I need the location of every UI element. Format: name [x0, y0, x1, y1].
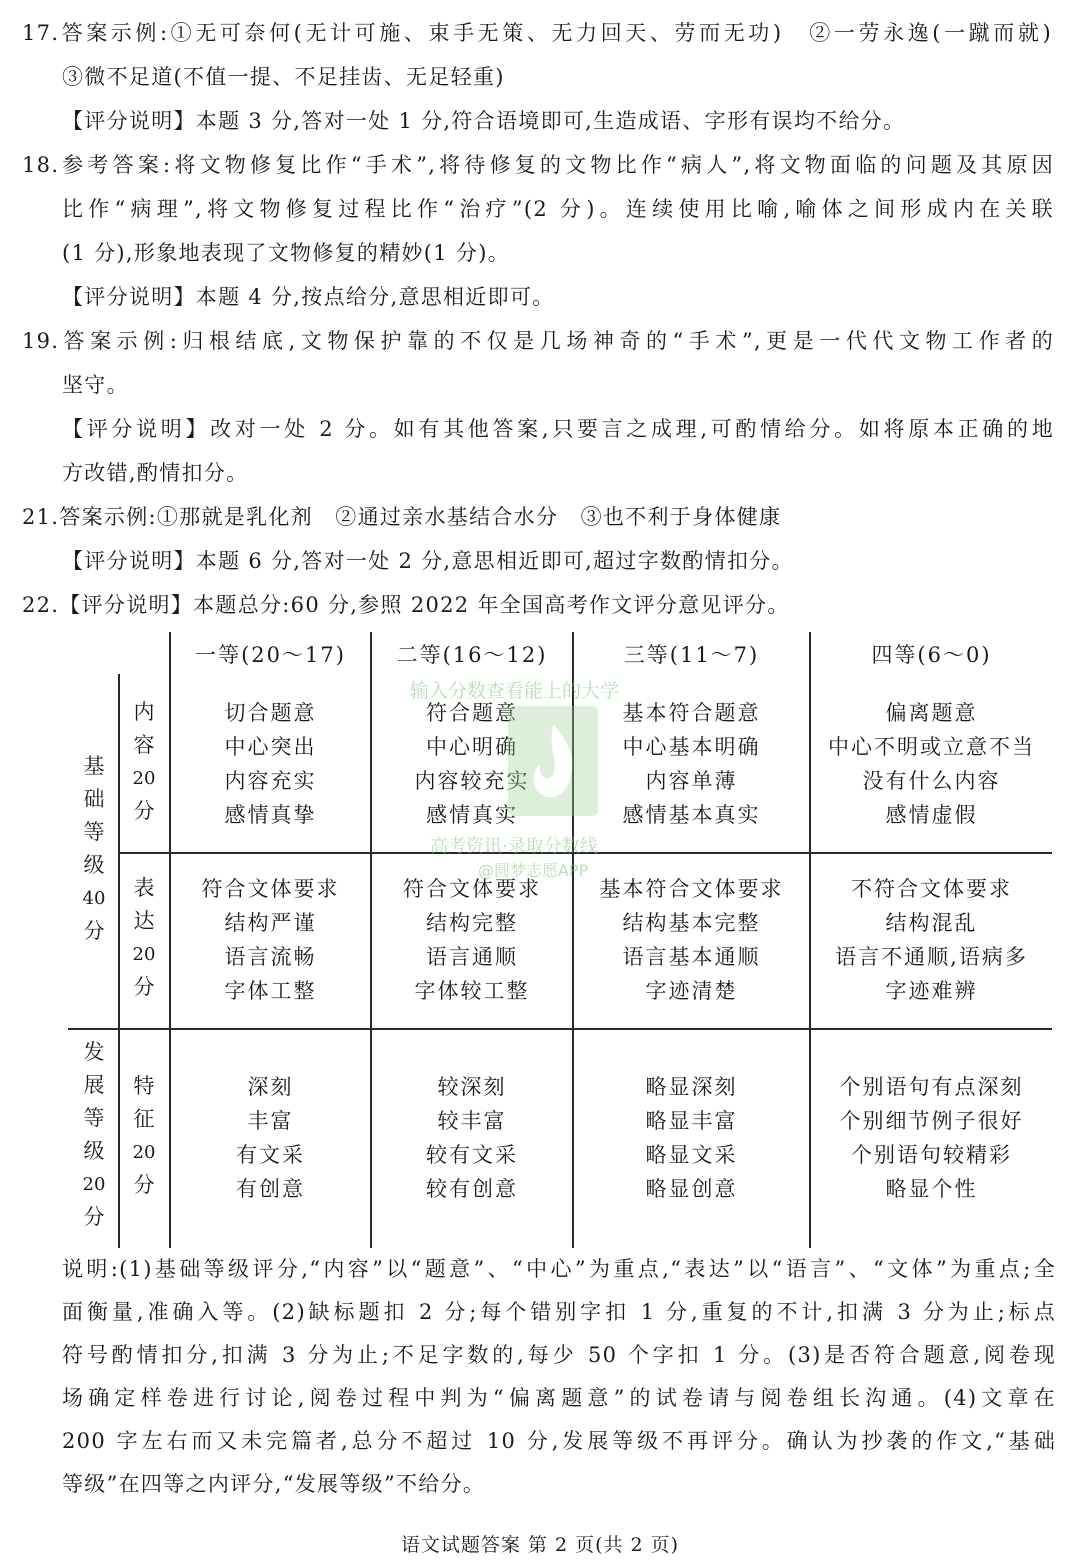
sub-label-char: 表 [133, 876, 155, 900]
criterion-text: 字体较工整 [414, 979, 530, 1003]
group-label-char: 发 [83, 1040, 105, 1064]
criterion-text: 中心突出 [224, 735, 317, 759]
sub-label-char: 20 [132, 768, 156, 789]
grade-header-1: 一等(20～17) [195, 643, 346, 667]
criterion-text: 语言流畅 [224, 945, 317, 969]
criterion-text: 符合题意 [426, 701, 518, 725]
q19-scoring-note-line2: 方改错,酌情扣分。 [62, 461, 249, 485]
features-grade3-cell [574, 1070, 809, 1206]
criterion-text: 结构基本完整 [622, 911, 761, 935]
criterion-text: 字体工整 [224, 979, 317, 1003]
features-grade2-cell [372, 1070, 572, 1206]
watermark-text-mid: 高考资讯·录取分数线 [430, 836, 598, 857]
sub-label-char: 20 [132, 944, 156, 965]
group-label-basic [74, 750, 114, 948]
criterion-text: 略显文采 [645, 1143, 738, 1167]
sub-label-char: 达 [133, 909, 155, 933]
criterion-text: 不符合文体要求 [851, 877, 1012, 901]
sub-label-char: 分 [133, 975, 155, 999]
watermark-text-bottom: @圆梦志愿APP [478, 861, 589, 880]
sub-label-char: 内 [133, 700, 155, 724]
q18-answer-line3: (1 分),形象地表现了文物修复的精妙(1 分)。 [62, 241, 511, 265]
sub-label-char: 分 [133, 1173, 155, 1197]
grade-header-4: 四等(6～0) [871, 643, 992, 667]
group-label-char: 础 [83, 787, 105, 811]
group-label-char: 级 [83, 853, 105, 877]
criterion-text: 偏离题意 [885, 701, 978, 725]
group-label-char: 等 [83, 1106, 105, 1130]
criterion-text: 感情真挚 [224, 803, 317, 827]
criterion-text: 内容单薄 [645, 769, 738, 793]
criterion-text: 语言基本通顺 [622, 945, 761, 969]
expression-grade2-cell [372, 872, 572, 1008]
criterion-text: 略显个性 [885, 1177, 978, 1201]
note-line-4: 场确定样卷进行讨论,阅卷过程中判为“偏离题意”的试卷请与阅卷组长沟通。(4)文章在 [62, 1386, 1056, 1410]
criterion-text: 没有什么内容 [862, 769, 1001, 793]
criterion-text: 个别语句有点深刻 [839, 1075, 1024, 1099]
criterion-text: 较深刻 [437, 1075, 507, 1099]
criterion-text: 略显丰富 [645, 1109, 738, 1133]
group-label-char: 展 [83, 1073, 105, 1097]
criterion-text: 深刻 [247, 1075, 294, 1099]
q18-answer-line2: 比作“病理”,将文物修复过程比作“治疗”(2 分)。连续使用比喻,喻体之间形成内在关联 [62, 197, 1054, 221]
criterion-text: 感情虚假 [885, 803, 978, 827]
note-line-2: 面衡量,准确入等。(2)缺标题扣 2 分;每个错别字扣 1 分,重复的不计,扣满 3 分为止;标点 [62, 1300, 1056, 1324]
criterion-text: 基本符合文体要求 [599, 877, 784, 901]
q17-scoring-note: 【评分说明】本题 3 分,答对一处 1 分,符合语境即可,生造成语、字形有误均不给分。 [62, 109, 906, 133]
q21-answer: 21.答案示例:①那就是乳化剂 ②通过亲水基结合水分 ③也不利于身体健康 [22, 505, 782, 529]
criterion-text: 个别语句较精彩 [851, 1143, 1012, 1167]
note-line-6: 等级”在四等之内评分,“发展等级”不给分。 [62, 1472, 486, 1496]
criterion-text: 较丰富 [437, 1109, 507, 1133]
watermark-text-top: 输入分数查看能上的大学 [410, 680, 620, 702]
criterion-text: 中心基本明确 [622, 735, 761, 759]
criterion-text: 略显创意 [645, 1177, 738, 1201]
features-grade4-cell [811, 1070, 1052, 1206]
table-divider [118, 852, 1052, 854]
criterion-text: 丰富 [247, 1109, 294, 1133]
table-divider [118, 674, 120, 1248]
sub-label-char: 容 [133, 733, 155, 757]
note-line-1: 说明:(1)基础等级评分,“内容”以“题意”、“中心”为重点,“表达”以“语言”、“文体”为重点;全 [62, 1257, 1056, 1281]
q19-answer-line1: 19.答案示例:归根结底,文物保护靠的不仅是几场神奇的“手术”,更是一代代文物工作者的 [22, 329, 1054, 353]
sub-label-char: 分 [133, 799, 155, 823]
note-line-5: 200 字左右而又未完篇者,总分不超过 10 分,发展等级不再评分。确认为抄袭的作文,“基础 [62, 1429, 1056, 1453]
criterion-text: 符合文体要求 [403, 877, 541, 901]
group-label-char: 级 [83, 1139, 105, 1163]
q17-answer-line1: 17.答案示例:①无可奈何(无计可施、束手无策、无力回天、劳而无功) ②一劳永逸(一蹴而就) [22, 21, 1052, 45]
criterion-text: 结构混乱 [885, 911, 978, 935]
q22-scoring-intro: 22.【评分说明】本题总分:60 分,参照 2022 年全国高考作文评分意见评分。 [22, 593, 790, 617]
sub-label-char: 征 [133, 1107, 155, 1131]
criterion-text: 内容充实 [224, 769, 317, 793]
grade-header-2: 二等(16～12) [396, 643, 548, 667]
criterion-text: 感情真实 [426, 803, 518, 827]
criterion-text: 语言不通顺,语病多 [835, 945, 1028, 969]
expression-grade3-cell [574, 872, 809, 1008]
criterion-text: 略显深刻 [645, 1075, 738, 1099]
group-label-char: 20 [82, 1174, 106, 1195]
grade-header-3: 三等(11～7) [623, 643, 760, 667]
criterion-text: 符合文体要求 [201, 877, 340, 901]
criterion-text: 内容较充实 [414, 769, 530, 793]
q18-scoring-note: 【评分说明】本题 4 分,按点给分,意思相近即可。 [62, 285, 555, 309]
criterion-text: 结构完整 [426, 911, 518, 935]
note-line-3: 符号酌情扣分,扣满 3 分为止;不足字数的,每少 50 个字扣 1 分。(3)是否符合题意,阅卷现 [62, 1343, 1056, 1367]
q17-answer-line2: ③微不足道(不值一提、不足挂齿、无足轻重) [62, 65, 505, 89]
content-grade1-cell [171, 696, 370, 832]
sub-label-expression [124, 872, 164, 1004]
table-divider [68, 1028, 1052, 1030]
content-grade4-cell [811, 696, 1052, 832]
criterion-text: 较有创意 [426, 1177, 518, 1201]
criterion-text: 有创意 [236, 1177, 305, 1201]
group-label-char: 等 [83, 820, 105, 844]
q21-scoring-note: 【评分说明】本题 6 分,答对一处 2 分,意思相近即可,超过字数酌情扣分。 [62, 549, 794, 573]
criterion-text: 中心不明或立意不当 [828, 735, 1035, 759]
features-grade1-cell [171, 1070, 370, 1206]
expression-grade1-cell [171, 872, 370, 1008]
sub-label-char: 特 [133, 1074, 155, 1098]
expression-grade4-cell [811, 872, 1052, 1008]
criterion-text: 字迹难辨 [885, 979, 978, 1003]
group-label-char: 分 [83, 1205, 105, 1229]
group-label-char: 40 [82, 888, 106, 909]
criterion-text: 中心明确 [426, 735, 518, 759]
sub-label-char: 20 [132, 1142, 156, 1163]
criterion-text: 字迹清楚 [645, 979, 738, 1003]
q19-answer-line2: 坚守。 [62, 373, 129, 397]
criterion-text: 较有文采 [426, 1143, 518, 1167]
group-label-char: 分 [83, 919, 105, 943]
content-grade3-cell [574, 696, 809, 832]
page-footer: 语文试题答案 第 2 页(共 2 页) [400, 1534, 680, 1556]
criterion-text: 切合题意 [224, 701, 317, 725]
q18-answer-line1: 18.参考答案:将文物修复比作“手术”,将待修复的文物比作“病人”,将文物面临的问题及其原因 [22, 153, 1054, 177]
criterion-text: 个别细节例子很好 [839, 1109, 1024, 1133]
criterion-text: 有文采 [236, 1143, 305, 1167]
group-label-development [74, 1036, 114, 1234]
sub-label-content [124, 696, 164, 828]
content-grade2-cell [372, 696, 572, 832]
criterion-text: 感情基本真实 [622, 803, 761, 827]
criterion-text: 语言通顺 [426, 945, 518, 969]
q19-scoring-note-line1: 【评分说明】改对一处 2 分。如有其他答案,只要言之成理,可酌情给分。如将原本正确的地 [62, 417, 1054, 441]
criterion-text: 结构严谨 [224, 911, 317, 935]
essay-rubric-table [68, 632, 1052, 1248]
sub-label-features [124, 1070, 164, 1202]
group-label-char: 基 [83, 754, 105, 778]
criterion-text: 基本符合题意 [622, 701, 761, 725]
